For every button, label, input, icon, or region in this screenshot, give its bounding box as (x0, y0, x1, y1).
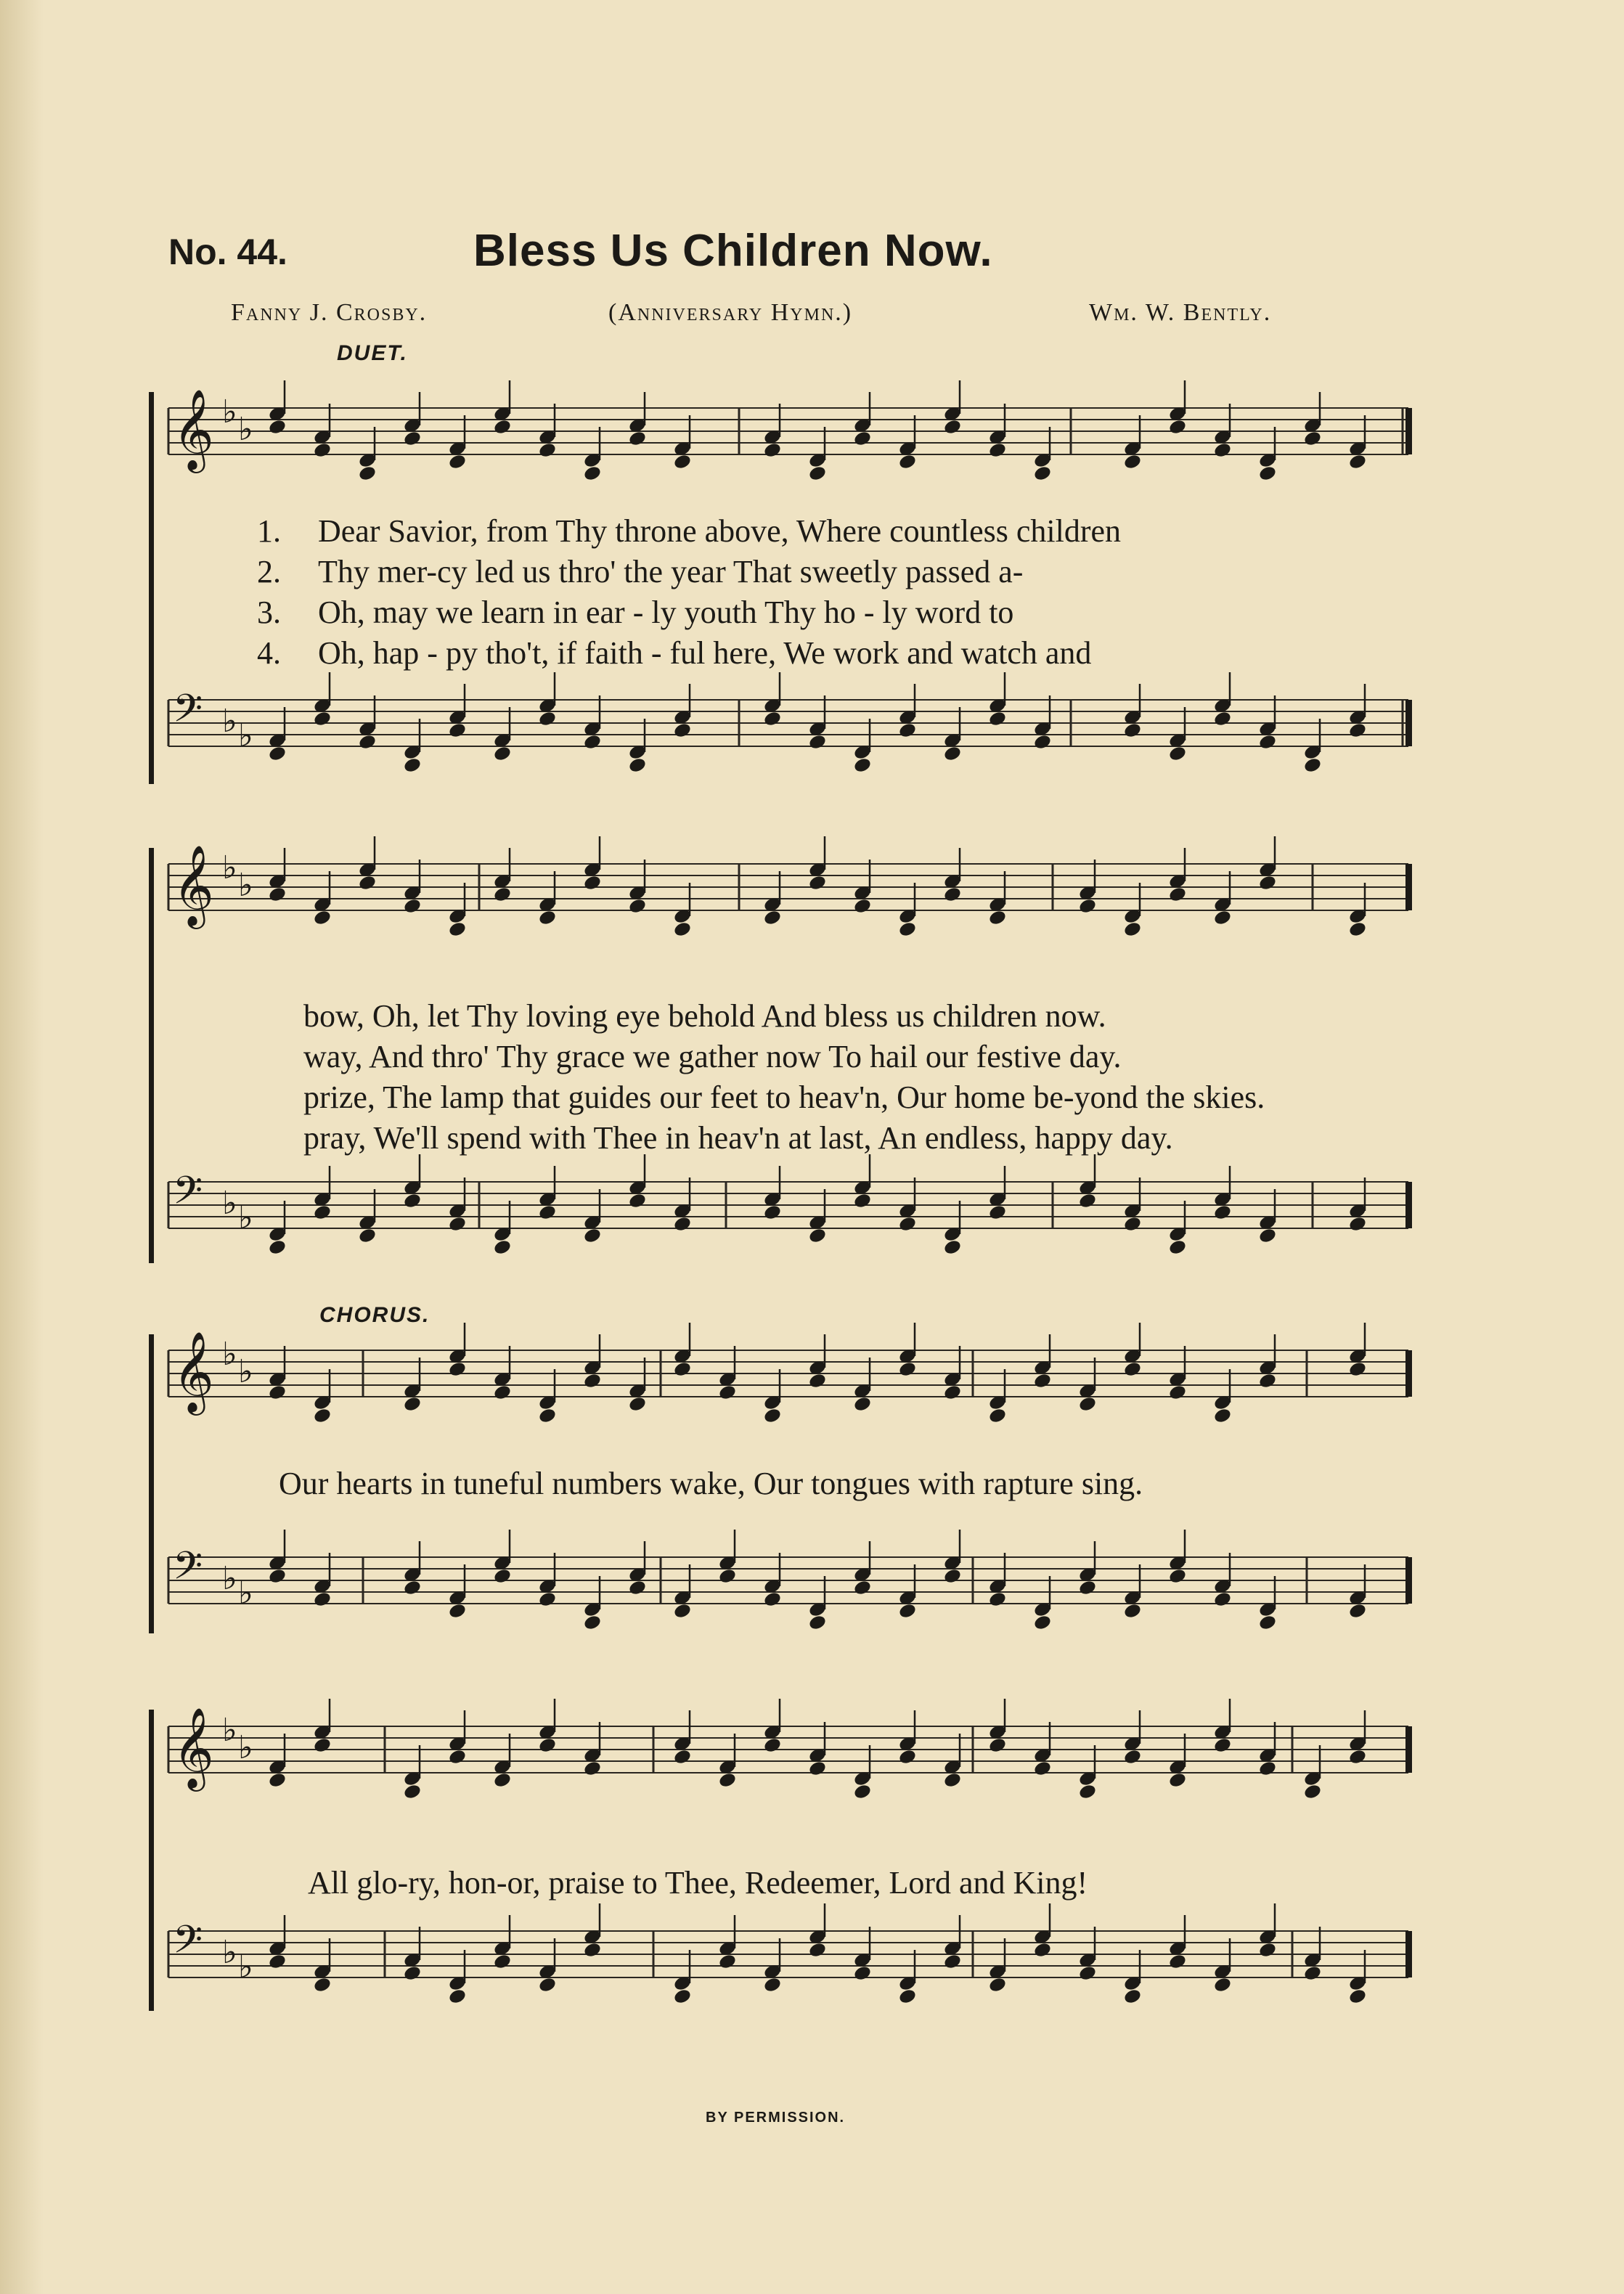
note-head (988, 1591, 1008, 1608)
note-head (403, 897, 423, 915)
note-head (943, 745, 963, 762)
note-head (673, 722, 693, 739)
flat-sign-icon: ♭ (222, 1185, 237, 1222)
hymn-title: Bless Us Children Now. (473, 226, 993, 276)
note-head (1258, 1941, 1278, 1959)
note-head (808, 1760, 828, 1777)
note-head (538, 1736, 558, 1754)
note-head (943, 1384, 963, 1401)
note-head (628, 1395, 648, 1413)
note-head (1213, 1407, 1233, 1424)
note-head (808, 1372, 828, 1389)
note-head (1168, 1238, 1188, 1256)
note-head (1258, 733, 1278, 751)
note-head (1348, 1602, 1368, 1620)
note-head (448, 722, 468, 739)
bass-clef-icon: 𝄢 (173, 687, 203, 740)
verse-3-line-1: 3. Oh, may we learn in ear - ly youth Thy ho - ly word to (257, 595, 1014, 630)
note-head (268, 1953, 287, 1970)
note-head (763, 710, 783, 727)
note-head (1213, 1736, 1233, 1754)
note-head (313, 909, 332, 926)
note-head (1123, 722, 1143, 739)
note-head (673, 453, 693, 470)
note-head (1078, 1783, 1098, 1800)
note-head (1123, 1748, 1143, 1766)
flat-sign-icon: ♭ (238, 717, 253, 754)
note-head (493, 745, 513, 762)
treble-clef-icon: 𝄞 (173, 844, 214, 926)
note-head (853, 897, 873, 915)
note-head (313, 1591, 332, 1608)
note-head (898, 1602, 918, 1620)
note-head (1303, 1964, 1323, 1982)
bass-clef-icon: 𝄢 (173, 1169, 203, 1222)
note-head (853, 430, 873, 447)
final-barline (1405, 700, 1412, 746)
note-head (1258, 1760, 1278, 1777)
note-head (583, 1372, 603, 1389)
note-head (898, 1988, 918, 2005)
note-head (1303, 430, 1323, 447)
bass-clef-icon: 𝄢 (173, 1544, 203, 1598)
verse-3-line-2: prize, The lamp that guides our feet to heav'n, Our home be-yond the skies. (303, 1079, 1265, 1115)
flat-sign-icon: ♭ (238, 1199, 253, 1236)
note-head (673, 1602, 693, 1620)
bass-clef-icon: 𝄢 (173, 1918, 203, 1972)
verse-4-line-1: 4. Oh, hap - py tho't, if faith - ful here, We work and watch and (257, 635, 1092, 671)
note-head (493, 886, 513, 903)
flat-sign-icon: ♭ (222, 703, 237, 740)
note-head (358, 1227, 378, 1244)
note-head (1213, 441, 1233, 459)
note-head (1123, 1360, 1143, 1378)
note-head (1033, 1614, 1053, 1631)
author-credit: Fanny J. Crosby. (231, 299, 428, 326)
note-head (1168, 418, 1188, 436)
note-head (1348, 1988, 1368, 2005)
verse-1-line-2: bow, Oh, let Thy loving eye behold And bless us children now. (303, 998, 1106, 1034)
note-head (673, 1748, 693, 1766)
note-head (718, 1953, 738, 1970)
flat-sign-icon: ♭ (222, 849, 237, 886)
chorus-lyric-line-1: Our hearts in tuneful numbers wake, Our tongues with rapture sing. (279, 1466, 1143, 1501)
flat-sign-icon: ♭ (238, 1575, 253, 1612)
note-head (1258, 1614, 1278, 1631)
note-head (313, 441, 332, 459)
note-head (448, 1988, 468, 2005)
note-head (583, 1760, 603, 1777)
note-head (718, 1384, 738, 1401)
verse-2-line-2: way, And thro' Thy grace we gather now To hail our festive day. (303, 1039, 1122, 1074)
note-head (448, 1360, 468, 1378)
note-head (763, 1976, 783, 1993)
note-head (583, 874, 603, 891)
note-head (628, 430, 648, 447)
note-head (988, 710, 1008, 727)
duet-label: DUET. (337, 341, 408, 365)
note-head (628, 1579, 648, 1596)
flat-sign-icon: ♭ (222, 393, 237, 430)
note-head (1213, 710, 1233, 727)
note-head (538, 441, 558, 459)
note-head (1033, 733, 1053, 751)
note-head (1078, 1192, 1098, 1209)
note-head (583, 1941, 603, 1959)
note-head (1213, 1204, 1233, 1221)
note-head (1123, 453, 1143, 470)
note-head (853, 756, 873, 774)
note-head (808, 465, 828, 482)
note-head (448, 1215, 468, 1233)
system-bracket (149, 1710, 154, 2011)
final-barline (1405, 1557, 1412, 1604)
note-head (1168, 1384, 1188, 1401)
chorus-lyric-line-2: All glo-ry, hon-or, praise to Thee, Redeemer, Lord and King! (308, 1865, 1088, 1901)
note-head (1078, 897, 1098, 915)
note-head (493, 1771, 513, 1789)
note-head (403, 1579, 423, 1596)
note-head (763, 441, 783, 459)
note-head (1033, 1760, 1053, 1777)
note-head (853, 1192, 873, 1209)
note-head (268, 1238, 287, 1256)
note-head (538, 909, 558, 926)
note-head (1123, 1988, 1143, 2005)
final-barline (1405, 1350, 1412, 1397)
flat-sign-icon: ♭ (238, 1729, 253, 1766)
note-head (1078, 1395, 1098, 1413)
note-head (313, 1976, 332, 1993)
note-head (1078, 1964, 1098, 1982)
note-head (493, 1567, 513, 1585)
hymn-subtitle: (Anniversary Hymn.) (608, 299, 853, 326)
note-head (1213, 1591, 1233, 1608)
note-head (1258, 874, 1278, 891)
verse-1-line-1: 1. Dear Savior, from Thy throne above, Where countless children (257, 513, 1122, 549)
note-head (448, 1602, 468, 1620)
note-head (898, 921, 918, 938)
note-head (1348, 1360, 1368, 1378)
note-head (268, 418, 287, 436)
note-head (583, 1227, 603, 1244)
note-head (583, 465, 603, 482)
note-head (988, 1407, 1008, 1424)
note-head (358, 733, 378, 751)
note-head (493, 1384, 513, 1401)
note-head (853, 1579, 873, 1596)
note-head (763, 909, 783, 926)
note-head (988, 441, 1008, 459)
final-barline (1405, 864, 1412, 910)
note-head (898, 1360, 918, 1378)
note-head (1168, 1567, 1188, 1585)
note-head (493, 1238, 513, 1256)
note-head (358, 874, 378, 891)
note-head (673, 921, 693, 938)
note-head (268, 1771, 287, 1789)
note-head (1348, 453, 1368, 470)
note-head (1258, 1227, 1278, 1244)
note-head (313, 1407, 332, 1424)
final-barline (1405, 1726, 1412, 1773)
system-bracket (149, 392, 154, 784)
note-head (403, 430, 423, 447)
note-head (1168, 745, 1188, 762)
note-head (268, 886, 287, 903)
note-head (718, 1771, 738, 1789)
treble-clef-icon: 𝄞 (173, 1331, 214, 1412)
final-barline (1405, 1182, 1412, 1228)
note-head (898, 722, 918, 739)
final-barline (1405, 408, 1412, 454)
note-head (1033, 465, 1053, 482)
composer-credit: Wm. W. Bently. (1089, 299, 1272, 326)
verse-lines-second-half (303, 996, 1265, 1159)
note-head (1258, 465, 1278, 482)
note-head (988, 909, 1008, 926)
note-head (313, 1204, 332, 1221)
note-head (853, 1964, 873, 1982)
note-head (493, 418, 513, 436)
note-head (673, 1215, 693, 1233)
note-head (763, 1736, 783, 1754)
note-head (448, 453, 468, 470)
note-head (808, 1614, 828, 1631)
note-head (898, 453, 918, 470)
note-head (988, 1204, 1008, 1221)
note-head (718, 1567, 738, 1585)
note-head (943, 418, 963, 436)
note-head (628, 756, 648, 774)
note-head (943, 1771, 963, 1789)
note-head (538, 1591, 558, 1608)
note-head (583, 733, 603, 751)
note-head (448, 1748, 468, 1766)
note-head (538, 710, 558, 727)
note-head (853, 1395, 873, 1413)
note-head (1213, 1976, 1233, 1993)
note-head (1258, 1372, 1278, 1389)
note-head (898, 1748, 918, 1766)
verse-lines-first-half (257, 511, 1121, 674)
note-head (358, 465, 378, 482)
note-head (763, 1204, 783, 1221)
note-head (763, 1591, 783, 1608)
note-head (1033, 1941, 1053, 1959)
treble-clef-icon: 𝄞 (173, 388, 214, 470)
note-head (1348, 722, 1368, 739)
flat-sign-icon: ♭ (222, 1560, 237, 1597)
note-head (673, 1360, 693, 1378)
note-head (583, 1614, 603, 1631)
note-head (538, 1204, 558, 1221)
note-head (763, 1407, 783, 1424)
verse-4-line-2: pray, We'll spend with Thee in heav'n at last, An endless, happy day. (303, 1120, 1173, 1156)
note-head (1303, 1783, 1323, 1800)
note-head (1348, 1748, 1368, 1766)
note-head (538, 1407, 558, 1424)
note-head (1348, 1215, 1368, 1233)
note-head (1303, 756, 1323, 774)
flat-sign-icon: ♭ (222, 1934, 237, 1971)
note-head (943, 886, 963, 903)
flat-sign-icon: ♭ (222, 1336, 237, 1373)
flat-sign-icon: ♭ (222, 1712, 237, 1749)
note-head (898, 1215, 918, 1233)
note-head (808, 1941, 828, 1959)
flat-sign-icon: ♭ (238, 867, 253, 904)
note-head (628, 897, 648, 915)
note-head (448, 921, 468, 938)
permission-note: BY PERMISSION. (706, 2110, 846, 2126)
chorus-label: CHORUS. (319, 1303, 431, 1327)
note-head (403, 1192, 423, 1209)
note-head (853, 1783, 873, 1800)
note-head (403, 1395, 423, 1413)
note-head (268, 745, 287, 762)
final-barline (1405, 1931, 1412, 1977)
note-head (628, 1192, 648, 1209)
note-head (808, 1227, 828, 1244)
note-head (1168, 1953, 1188, 1970)
flat-sign-icon: ♭ (238, 411, 253, 448)
note-head (1078, 1579, 1098, 1596)
note-head (1213, 909, 1233, 926)
note-head (313, 710, 332, 727)
note-head (268, 1384, 287, 1401)
hymn-number: No. 44. (168, 232, 287, 272)
note-head (1348, 921, 1368, 938)
note-head (538, 1976, 558, 1993)
note-head (808, 733, 828, 751)
note-head (403, 1783, 423, 1800)
note-head (988, 1976, 1008, 1993)
verse-2-line-1: 2. Thy mer-cy led us thro' the year That sweetly passed a- (257, 554, 1024, 589)
treble-clef-icon: 𝄞 (173, 1707, 214, 1788)
note-head (988, 1736, 1008, 1754)
note-head (1033, 1372, 1053, 1389)
note-head (1168, 1771, 1188, 1789)
note-head (673, 1988, 693, 2005)
system-bracket (149, 848, 154, 1263)
note-head (1123, 1602, 1143, 1620)
note-head (403, 1964, 423, 1982)
note-head (1123, 921, 1143, 938)
flat-sign-icon: ♭ (238, 1948, 253, 1985)
system-bracket (149, 1334, 154, 1633)
note-head (1123, 1215, 1143, 1233)
note-head (943, 1238, 963, 1256)
note-head (808, 874, 828, 891)
note-head (943, 1567, 963, 1585)
note-head (1168, 886, 1188, 903)
note-head (493, 1953, 513, 1970)
note-head (268, 1567, 287, 1585)
note-head (403, 756, 423, 774)
flat-sign-icon: ♭ (238, 1353, 253, 1390)
note-head (943, 1953, 963, 1970)
note-head (313, 1736, 332, 1754)
